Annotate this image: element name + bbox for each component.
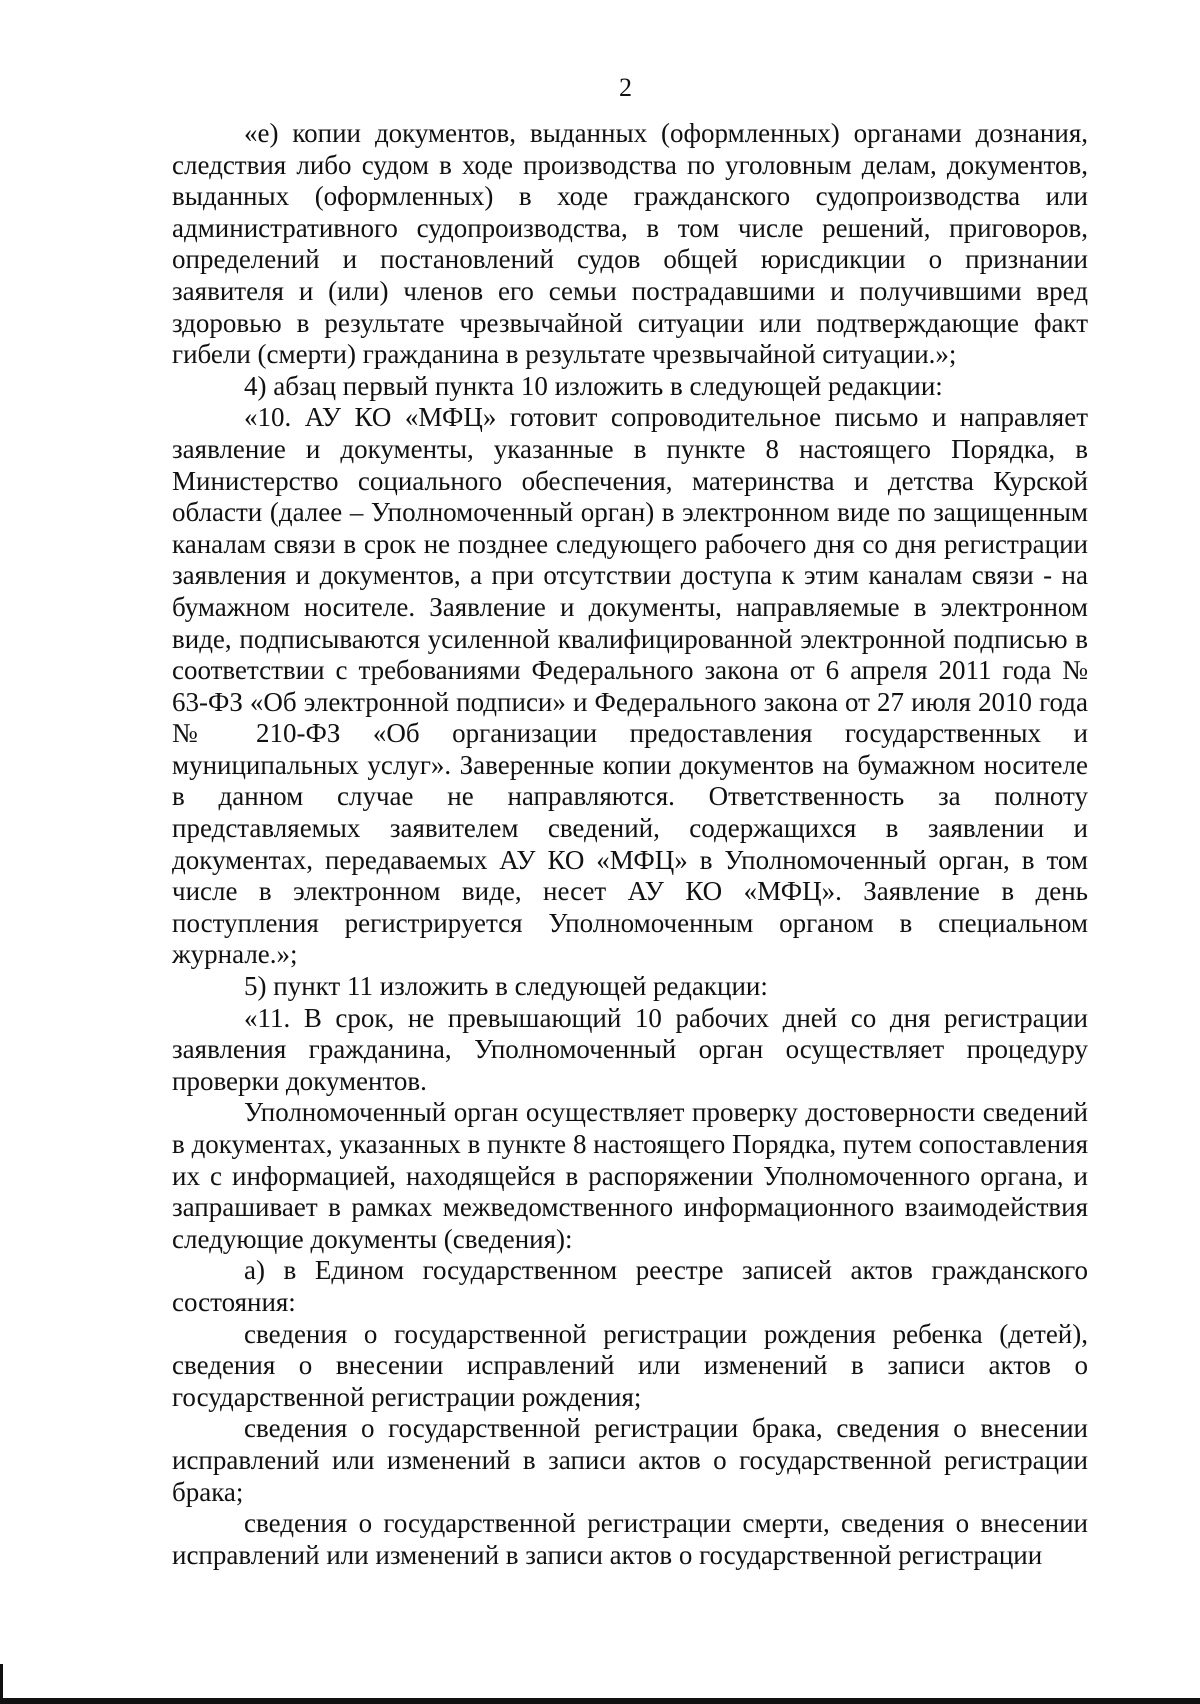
paragraph-point-11: «11. В срок, не превышающий 10 рабочих дней со дня регистрации заявления гражданина, Уполномоченный орган осуществляет процедуру проверки документов. <box>172 1002 1088 1096</box>
document-body <box>172 118 1088 1571</box>
paragraph-point-10: «10. АУ КО «МФЦ» готовит сопроводительное письмо и направляет заявление и документы, указанные в пункте 8 настоящего Порядка, в Министерство социального обеспечения, материнства и детства Курской области (далее – Уполномоченный орган) в электронном виде по защищенным каналам связи в срок не позднее следующего рабочего дня со дня регистрации заявления и документов, а при отсутствии доступа к этим каналам связи - на бумажном носителе. Заявление и документы, направляемые в электронном виде, подписываются усиленной квалифицированной электронной подписью в соответствии с требованиями Федерального закона от 6 апреля 2011 года № 63-ФЗ «Об электронной подписи» и Федерального закона от 27 июля 2010 года № 210-ФЗ «Об организации предоставления государственных и муниципальных услуг». Заверенные копии документов на бумажном носителе в данном случае не направляются. Ответственность за полноту представляемых заявителем сведений, содержащихся в заявлении и документах, передаваемых АУ КО «МФЦ» в Уполномоченный орган, в том числе в электронном виде, несет АУ КО «МФЦ». Заявление в день поступления регистрируется Уполномоченным органом в специальном журнале.»; <box>172 402 1088 970</box>
paragraph-marriage-records: сведения о государственной регистрации брака, сведения о внесении исправлений или изменений в записи актов о государственной регистрации брака; <box>172 1413 1088 1507</box>
paragraph-verification: Уполномоченный орган осуществляет проверку достоверности сведений в документах, указанных в пункте 8 настоящего Порядка, путем сопоставления их с информацией, находящейся в распоряжении Уполномоченного органа, и запрашивает в рамках межведомственного информационного взаимодействия следующие документы (сведения): <box>172 1097 1088 1254</box>
paragraph-birth-records: сведения о государственной регистрации рождения ребенка (детей), сведения о внесении исправлений или изменений в записи актов о государственной регистрации рождения; <box>172 1318 1088 1412</box>
page-number: 2 <box>619 73 632 102</box>
paragraph-item-5: 5) пункт 11 изложить в следующей редакции: <box>244 971 768 1002</box>
paragraph-e-documents: «е) копии документов, выданных (оформленных) органами дознания, следствия либо судом в ходе производства по уголовным делам, документов, выданных (оформленных) в ходе гражданского судопроизводства или административного судопроизводства, в том числе решений, приговоров, определений и постановлений судов общей юрисдикции о признании заявителя и (или) членов его семьи пострадавшими и получившими вред здоровью в результате чрезвычайной ситуации или подтверждающие факт гибели (смерти) гражданина в результате чрезвычайной ситуации.»; <box>172 118 1088 370</box>
scan-left-edge <box>0 1664 3 1704</box>
paragraph-item-4: 4) абзац первый пункта 10 изложить в следующей редакции: <box>244 370 943 401</box>
paragraph-registry: а) в Едином государственном реестре записей актов гражданского состояния: <box>172 1255 1088 1317</box>
scan-bottom-edge <box>0 1698 1200 1704</box>
paragraph-death-records: сведения о государственной регистрации смерти, сведения о внесении исправлений или изменений в записи актов о государственной регистрации <box>172 1508 1088 1570</box>
